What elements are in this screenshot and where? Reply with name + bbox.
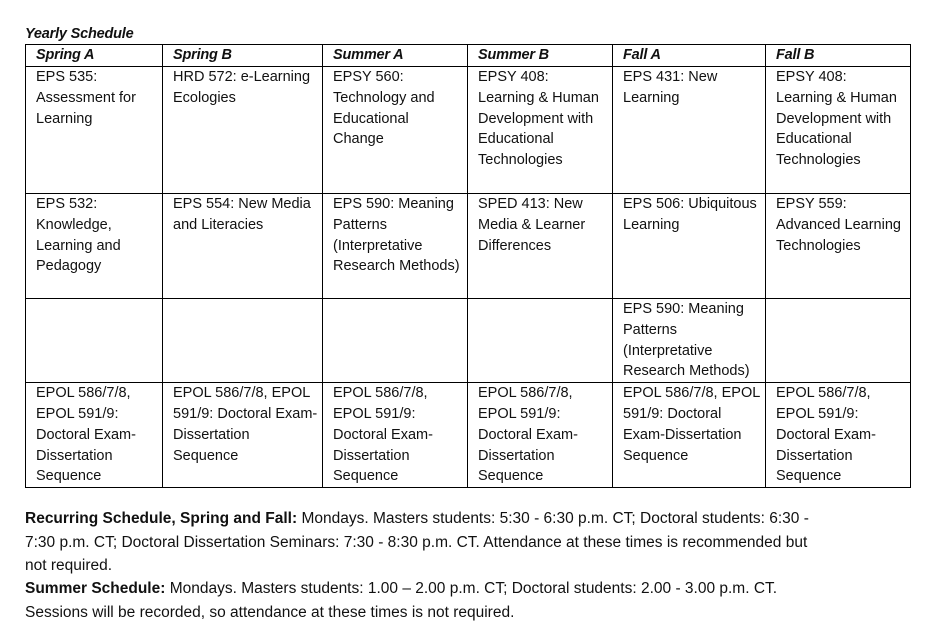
table-cell: EPOL 586/7/8, EPOL 591/9: Doctoral Exam-Dissertation Sequence [163, 383, 323, 488]
summer-schedule-label: Summer Schedule: [25, 580, 166, 598]
table-cell: EPS 535: Assessment for Learning [26, 67, 163, 194]
table-cell: EPSY 408: Learning & Human Development with Educational Technologies [766, 67, 911, 194]
column-header-summer-a: Summer A [323, 45, 468, 67]
table-cell: EPS 506: Ubiquitous Learning [613, 194, 766, 299]
column-header-fall-a: Fall A [613, 45, 766, 67]
table-row [26, 299, 911, 383]
table-row [26, 194, 911, 299]
table-cell: EPS 554: New Media and Literacies [163, 194, 323, 299]
table-cell: EPOL 586/7/8, EPOL 591/9: Doctoral Exam-Dissertation Sequence [468, 383, 613, 488]
table-cell: EPS 590: Meaning Patterns (Interpretative Research Methods) [613, 299, 766, 383]
table-cell: EPOL 586/7/8, EPOL 591/9: Doctoral Exam-Dissertation Sequence [766, 383, 911, 488]
table-cell: EPOL 586/7/8, EPOL 591/9: Doctoral Exam-Dissertation Sequence [26, 383, 163, 488]
column-header-spring-b: Spring B [163, 45, 323, 67]
table-cell: EPSY 408: Learning & Human Development with Educational Technologies [468, 67, 613, 194]
table-cell [163, 299, 323, 383]
table-cell [468, 299, 613, 383]
table-row [26, 383, 911, 488]
table-cell: EPOL 586/7/8, EPOL 591/9: Doctoral Exam-Dissertation Sequence [323, 383, 468, 488]
summer-schedule-text: Mondays. Masters students: 1.00 – 2.00 p.m. CT; Doctoral students: 2.00 - 3.00 p.m. CT. Sessions will be recorded, so attendance at these times is not required. [25, 580, 778, 621]
table-cell: HRD 572: e-Learning Ecologies [163, 67, 323, 194]
recurring-schedule-text: Mondays. Masters students: 5:30 - 6:30 p.m. CT; Doctoral students: 6:30 - 7:30 p.m. CT; Doctoral Dissertation Seminars: 7:30 - 8:30 p.m. CT. Attendance at these times is recommended but not required. [25, 510, 809, 574]
schedule-notes [25, 507, 825, 624]
column-header-summer-b: Summer B [468, 45, 613, 67]
table-cell [323, 299, 468, 383]
table-cell: EPS 431: New Learning [613, 67, 766, 194]
table-cell: EPSY 560: Technology and Educational Change [323, 67, 468, 194]
recurring-schedule-label: Recurring Schedule, Spring and Fall: [25, 510, 298, 528]
column-header-spring-a: Spring A [26, 45, 163, 67]
table-cell: EPSY 559: Advanced Learning Technologies [766, 194, 911, 299]
table-row [26, 67, 911, 194]
schedule-title: Yearly Schedule [25, 26, 134, 42]
column-header-fall-b: Fall B [766, 45, 911, 67]
recurring-schedule-note [25, 507, 825, 577]
summer-schedule-note [25, 577, 825, 624]
schedule-table [25, 44, 911, 488]
table-cell [766, 299, 911, 383]
table-cell: EPS 532: Knowledge, Learning and Pedagogy [26, 194, 163, 299]
table-header-row [26, 45, 911, 67]
table-cell: SPED 413: New Media & Learner Differences [468, 194, 613, 299]
table-cell: EPOL 586/7/8, EPOL 591/9: Doctoral Exam-Dissertation Sequence [613, 383, 766, 488]
table-cell [26, 299, 163, 383]
table-cell: EPS 590: Meaning Patterns (Interpretative Research Methods) [323, 194, 468, 299]
yearly-schedule-document [25, 24, 910, 624]
